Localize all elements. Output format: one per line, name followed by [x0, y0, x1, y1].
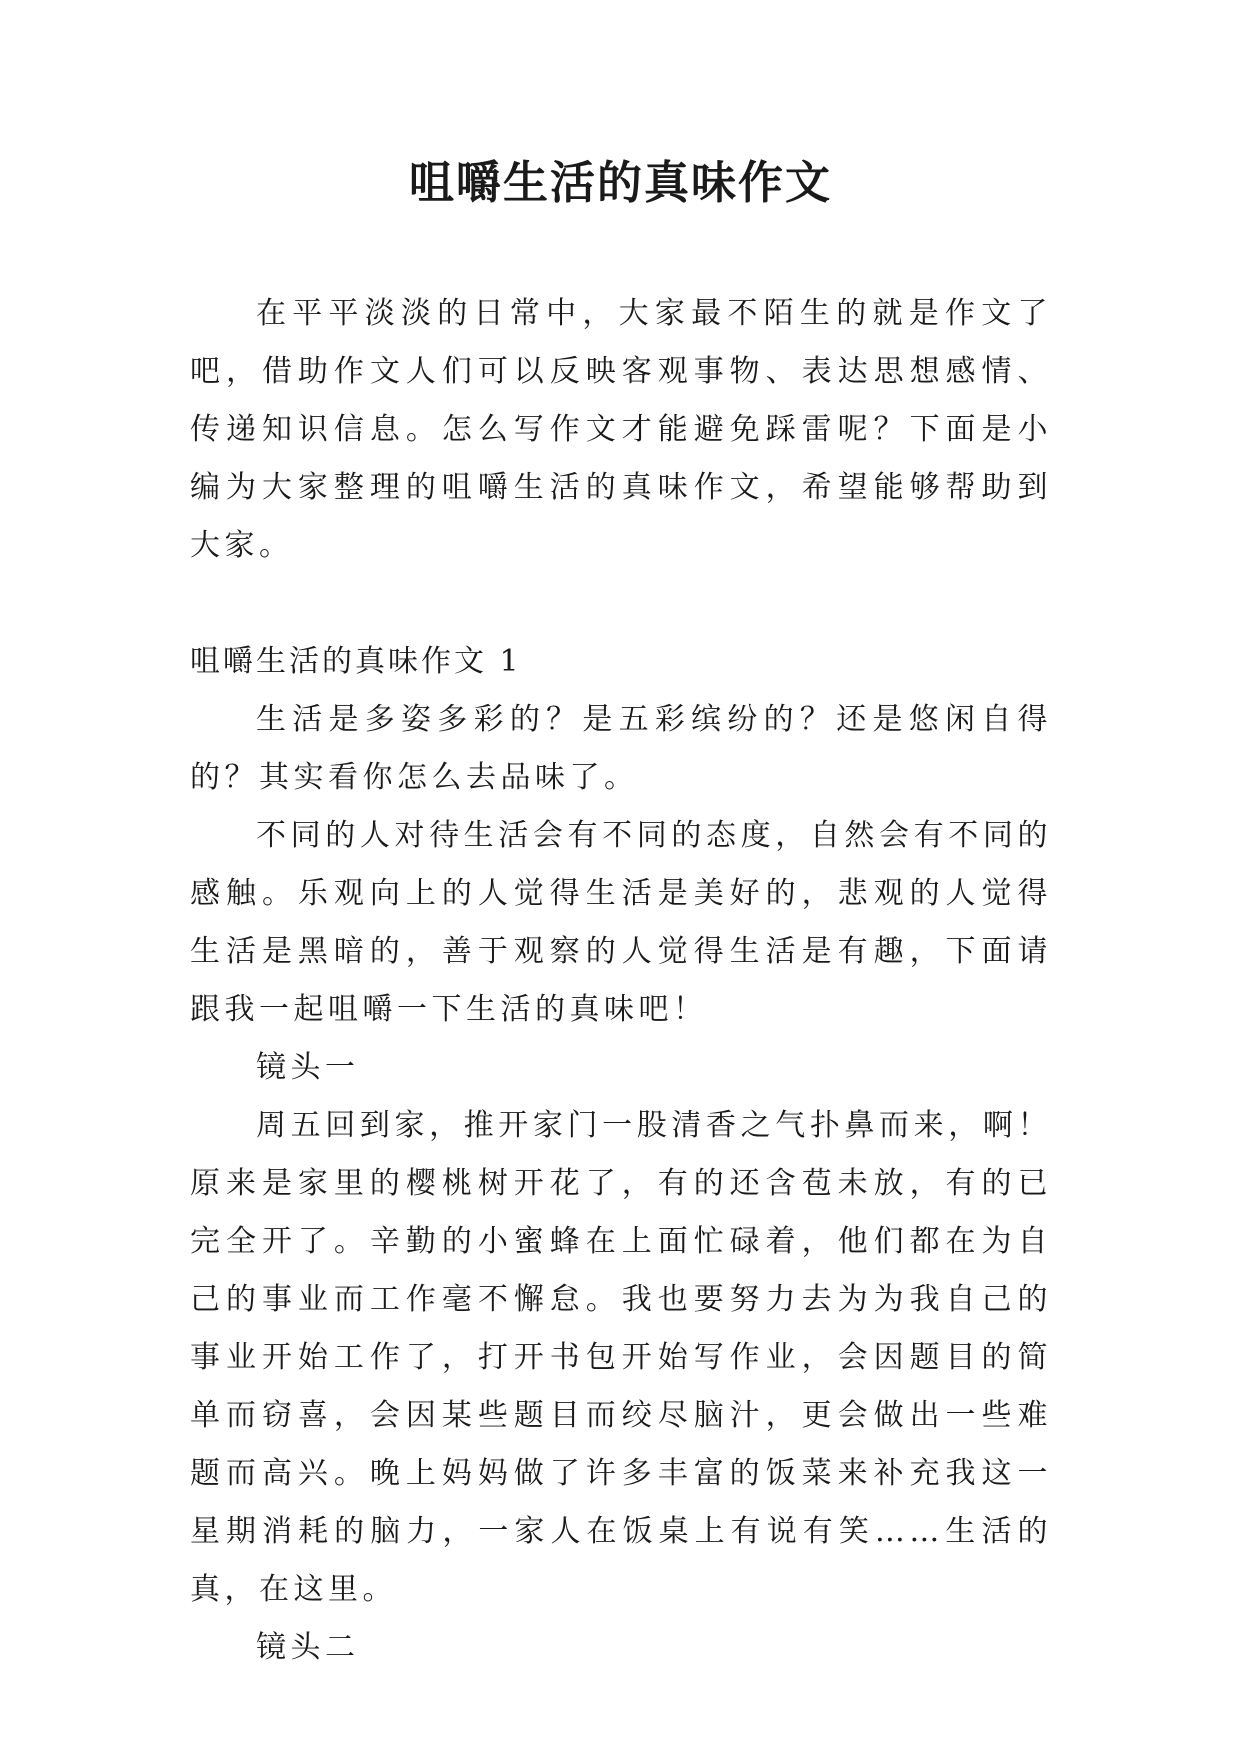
paragraph-spacer	[190, 575, 1052, 633]
body-paragraph: 周五回到家，推开家门一股清香之气扑鼻而来，啊！原来是家里的樱桃树开花了，有的还含苞未放，有的已完全开了。辛勤的小蜜蜂在上面忙碌着，他们都在为自己的事业而工作毫不懈怠。我也要努力去为为我自己的事业开始工作了，打开书包开始写作业，会因题目的简单而窃喜，会因某些题目而绞尽脑汁，更会做出一些难题而高兴。晚上妈妈做了许多丰富的饭菜来补充我这一星期消耗的脑力，一家人在饭桌上有说有笑……生活的真，在这里。	[190, 1108, 1052, 1607]
scene-heading: 镜头二	[256, 1630, 360, 1665]
scene-heading: 镜头一	[256, 1050, 360, 1085]
document-title: 咀嚼生活的真味作文	[408, 156, 832, 209]
document-body	[190, 285, 1052, 1677]
body-paragraph: 生活是多姿多彩的？是五彩缤纷的？还是悠闲自得的？其实看你怎么去品味了。	[190, 702, 1052, 795]
intro-paragraph: 在平平淡淡的日常中，大家最不陌生的就是作文了吧，借助作文人们可以反映客观事物、表达思想感情、传递知识信息。怎么写作文才能避免踩雷呢？下面是小编为大家整理的咀嚼生活的真味作文，希望能够帮助到大家。	[190, 296, 1052, 563]
body-paragraph: 不同的人对待生活会有不同的态度，自然会有不同的感触。乐观向上的人觉得生活是美好的，悲观的人觉得生活是黑暗的，善于观察的人觉得生活是有趣，下面请跟我一起咀嚼一下生活的真味吧！	[190, 818, 1052, 1027]
section-heading: 咀嚼生活的真味作文 1	[190, 644, 522, 679]
